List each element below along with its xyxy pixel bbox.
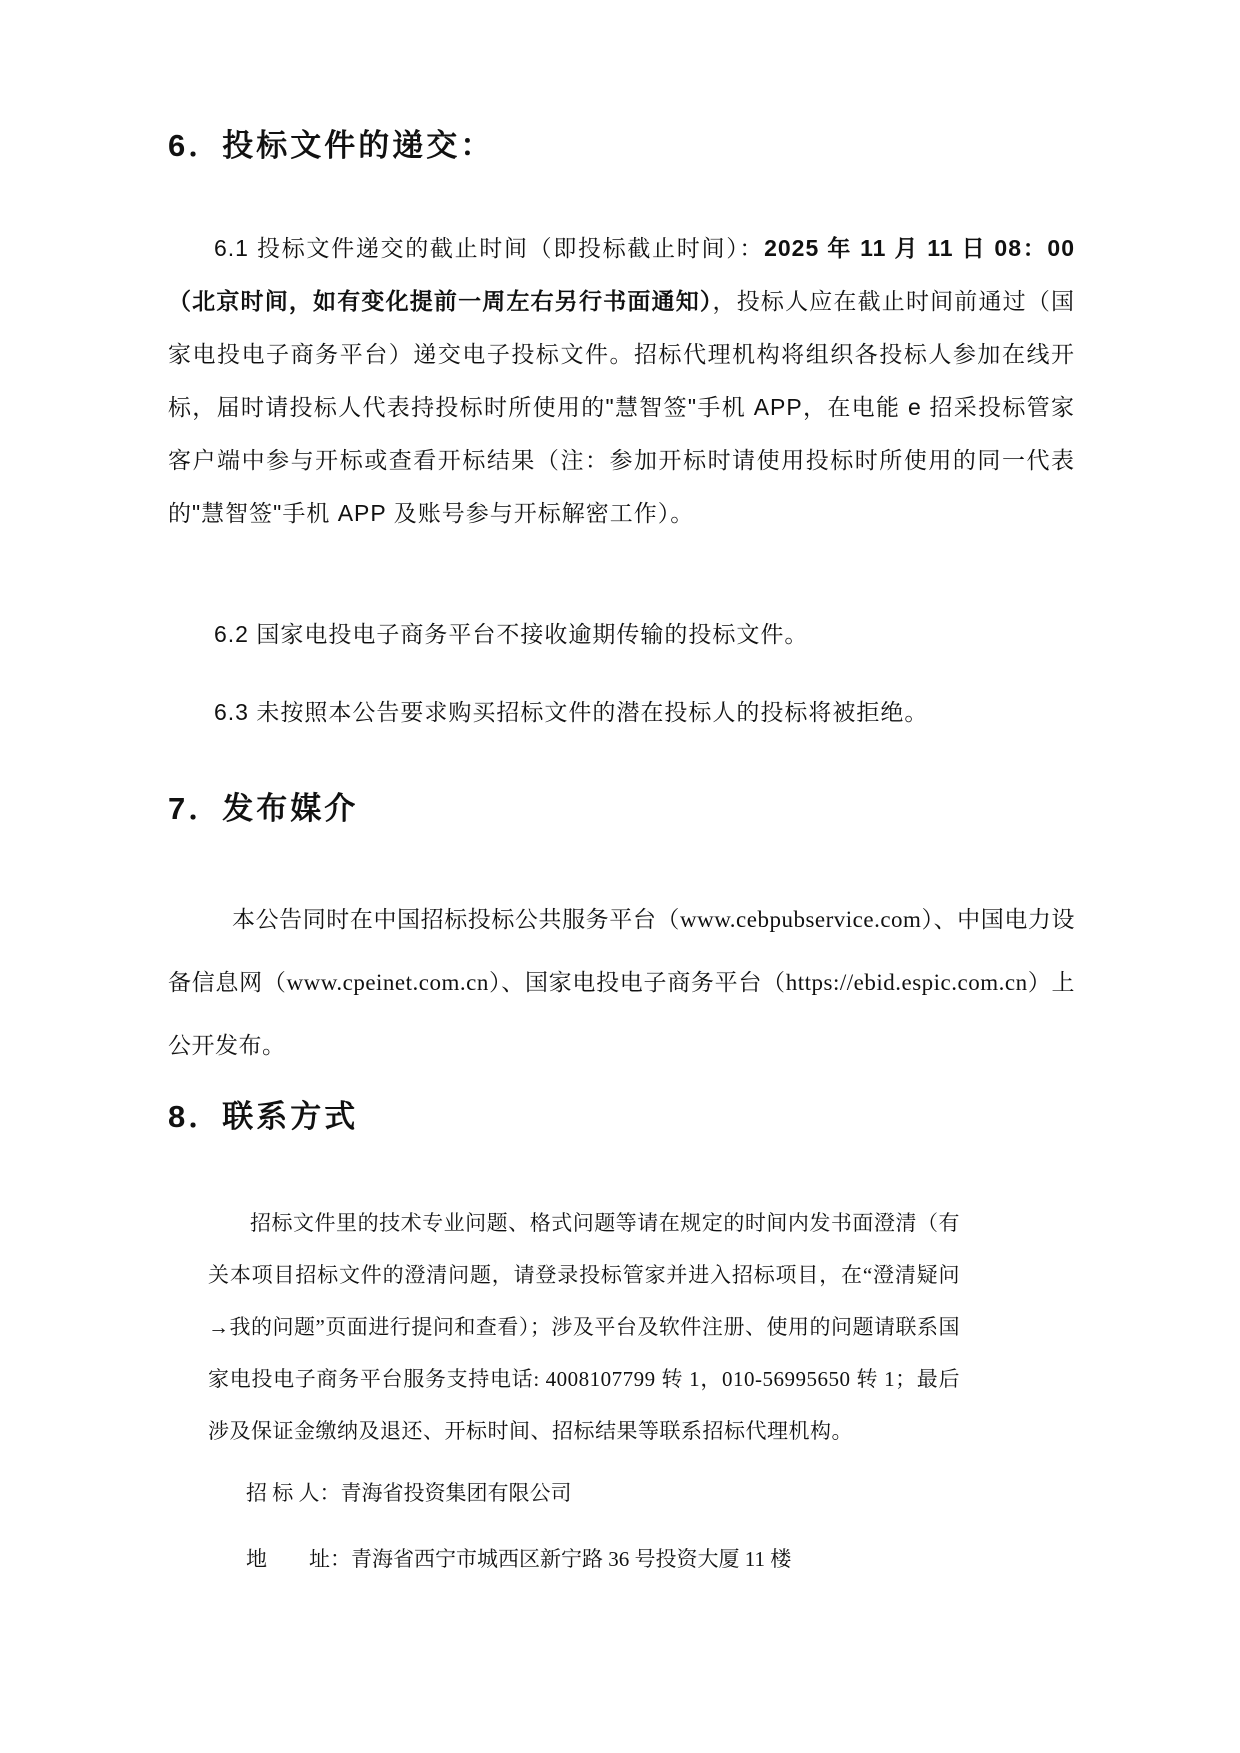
paragraph-8-1: 招标文件里的技术专业问题、格式问题等请在规定的时间内发书面澄清（有关本项目招标文件的澄清问题，请登录投标管家并进入招标项目，在“澄清疑问→我的问题”页面进行提问和查看）；涉及平台及软件注册、使用的问题请联系国家电投电子商务平台服务支持电话: 4008107799 转 1，010-56995650 转 1；最后涉及保证金缴纳及退还、开标时间、招标结果等联系招标代理机构。 [208,1210,960,1443]
section-6-heading: 6．投标文件的递交： [168,128,495,163]
paragraph-6-3: 6.3 未按照本公告要求购买招标文件的潜在投标人的投标将被拒绝。 [214,699,929,726]
contact-address-label: 地 址： [246,1546,351,1571]
section-8-heading: 8．联系方式 [168,1098,359,1134]
paragraph-6-1-run-regular-2: ，投标人应在截止时间前通过（国家电投电子商务平台）递交电子投标文件。招标代理机构将组织各投标人参加在线开标，届时请投标人代表持投标时所使用的"慧智签"手机 APP，在电能 e 招采投标管家客户端中参与开标或查看开标结果（注：参加开标时请使用投标时所使用的同一代表的"慧智签"手机 APP 及账号参与开标解密工作）。 [168,288,1076,527]
section-7-heading: 7．发布媒介 [168,791,359,827]
contact-bidder-line [246,1467,1075,1519]
contact-address-value: 青海省西宁市城西区新宁路 36 号投资大厦 11 楼 [351,1546,792,1571]
paragraph-6-1-run-regular-1: 6.1 投标文件递交的截止时间（即投标截止时间）： [214,235,765,262]
contact-address-line [246,1533,1075,1585]
contact-bidder-label: 招 标 人： [246,1480,341,1505]
paragraph-6-2: 6.2 国家电投电子商务平台不接收逾期传输的投标文件。 [214,621,809,648]
paragraph-7-1: 本公告同时在中国招标投标公共服务平台（www.cebpubservice.com）、中国电力设备信息网（www.cpeinet.com.cn）、国家电投电子商务平台（https://ebid.espic.com.cn）上公开发布。 [168,906,1075,1058]
paragraph-6-1-run-bold: 2025 年 11 月 11 日 08：00（北京时间，如有变化提前一周左右另行书面通知） [168,235,1075,315]
contact-bidder-value: 青海省投资集团有限公司 [340,1480,572,1505]
paragraph-6-1 [168,222,1075,540]
